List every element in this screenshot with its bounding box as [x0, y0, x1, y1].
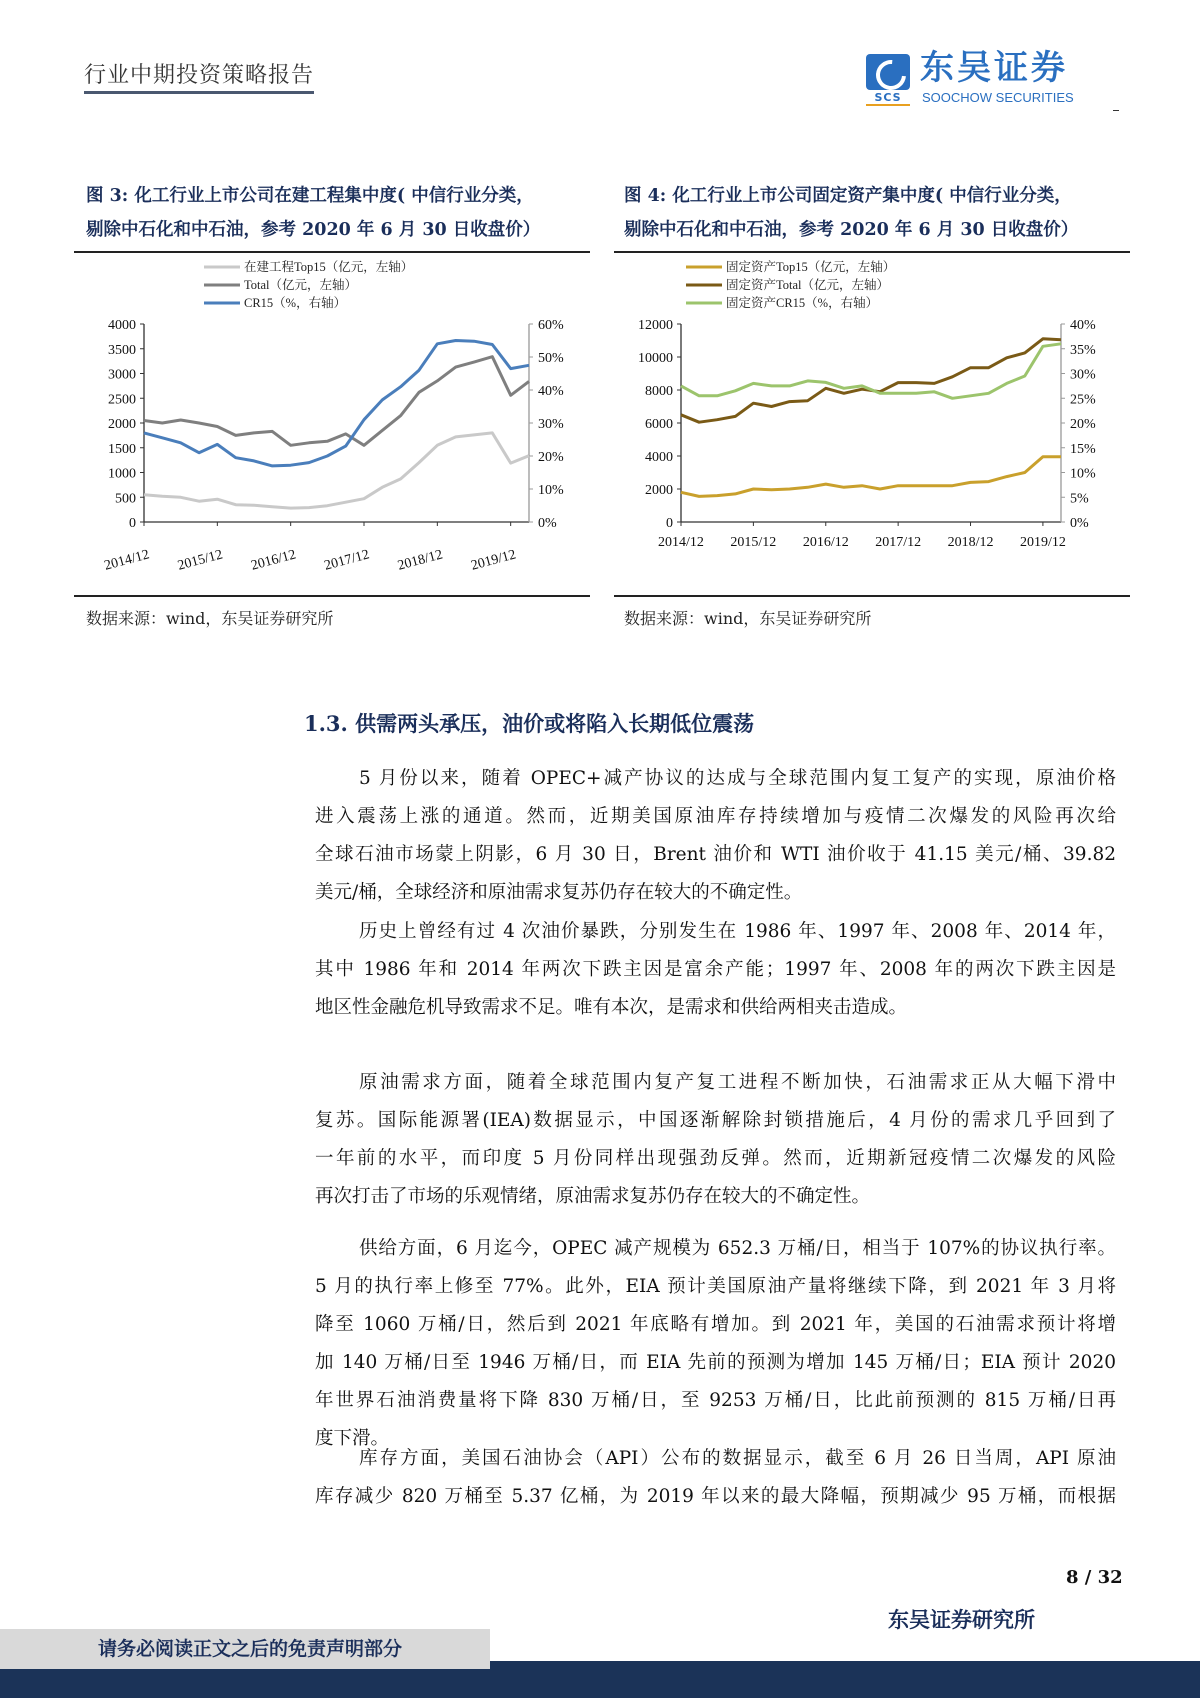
- figure-4-top-rule: [614, 251, 1130, 253]
- series-line-3: [144, 341, 529, 466]
- left-tick-label: 10000: [638, 351, 673, 366]
- page-number: 8 / 32: [1066, 1567, 1123, 1588]
- paragraph: [315, 760, 1116, 912]
- right-tick-label: 30%: [1070, 367, 1096, 383]
- left-tick-label: 6000: [645, 417, 673, 432]
- paragraph-line: 年世界石油消费量将下降 830 万桶/日，至 9253 万桶/日，比此前预测的 815 万桶/日再: [315, 1390, 1116, 1411]
- paragraph-line: 原油需求方面，随着全球范围内复产复工进程不断加快，石油需求正从大幅下滑中: [359, 1072, 1116, 1093]
- paragraph-line: 历史上曾经有过 4 次油价暴跌，分别发生在 1986 年、1997 年、2008 年、2014 年，: [359, 921, 1116, 942]
- paragraph-line: 进入震荡上涨的通道。然而，近期美国原油库存持续增加与疫情二次爆发的风险再次给: [315, 806, 1116, 827]
- figure-4-bottom-rule: [614, 595, 1130, 597]
- paragraph-line: 库存减少 820 万桶至 5.37 亿桶，为 2019 年以来的最大降幅，预期减少 95 万桶，而根据: [315, 1486, 1116, 1507]
- institute-name: 东吴证券研究所: [888, 1607, 1035, 1632]
- paragraph-line: 全球石油市场蒙上阴影，6 月 30 日，Brent 油价和 WTI 油价收于 41.15 美元/桶、39.82: [315, 844, 1116, 865]
- right-tick-label: 10%: [538, 483, 564, 498]
- disclaimer-text: 请务必阅读正文之后的免责声明部分: [98, 1638, 403, 1660]
- legend-label: Total（亿元，左轴）: [244, 278, 358, 292]
- series-line-1: [144, 433, 529, 508]
- legend-label: 固定资产Total（亿元，左轴）: [726, 278, 890, 292]
- paragraph-line: 一年前的水平，而印度 5 月份同样出现强劲反弹。然而，近期新冠疫情二次爆发的风险: [315, 1148, 1116, 1169]
- section-heading: 1.3. 供需两头承压，油价或将陷入长期低位震荡: [304, 711, 755, 736]
- left-tick-label: 500: [115, 491, 136, 507]
- paragraph-line: 5 月的执行率上修至 77%。此外，EIA 预计美国原油产量将继续下降，到 2021 年 3 月将: [315, 1276, 1116, 1297]
- x-tick-label: 2019/12: [469, 547, 518, 574]
- paragraph: [315, 1440, 1116, 1516]
- right-tick-label: 20%: [1070, 417, 1096, 432]
- right-tick-label: 35%: [1070, 342, 1096, 358]
- right-tick-label: 10%: [1070, 466, 1096, 482]
- figure-3-title: [86, 179, 540, 247]
- paragraph: [315, 1230, 1116, 1458]
- report-type-title: 行业中期投资策略报告: [84, 58, 314, 94]
- figure-4-title-line1: 图 4: 化工行业上市公司固定资产集中度( 中信行业分类，: [624, 186, 1072, 206]
- paragraph-line: 再次打击了市场的乐观情绪，原油需求复苏仍存在较大的不确定性。: [315, 1186, 871, 1207]
- left-tick-label: 1000: [108, 466, 136, 482]
- x-tick-label: 2018/12: [947, 535, 994, 550]
- company-logo: [866, 48, 1106, 108]
- right-tick-label: 25%: [1070, 392, 1096, 408]
- figure-4-source: 数据来源：wind，东吴证券研究所: [624, 609, 872, 628]
- legend-label: 固定资产Top15（亿元，左轴）: [726, 260, 896, 274]
- figure-4-chart: [614, 258, 1130, 590]
- series-line-2: [681, 339, 1061, 422]
- figure-3-source: 数据来源：wind，东吴证券研究所: [86, 609, 334, 628]
- header-mark: [1113, 110, 1119, 111]
- paragraph-line: 地区性金融危机导致需求不足。唯有本次，是需求和供给两相夹击造成。: [315, 997, 908, 1018]
- series-line-2: [144, 357, 529, 446]
- paragraph-line: 度下滑。: [315, 1428, 390, 1449]
- left-tick-label: 0: [129, 516, 136, 531]
- x-tick-label: 2014/12: [102, 547, 152, 574]
- right-tick-label: 30%: [538, 417, 564, 432]
- legend-label: 固定资产CR15（%，右轴）: [726, 296, 879, 310]
- paragraph: [315, 913, 1116, 1027]
- left-tick-label: 4000: [108, 318, 136, 333]
- figure-3-top-rule: [74, 251, 590, 253]
- x-tick-label: 2015/12: [176, 547, 225, 574]
- legend-label: CR15（%，右轴）: [244, 296, 347, 310]
- figure-4-title: [624, 179, 1078, 247]
- figure-3-chart: [74, 258, 590, 590]
- series-line-3: [681, 344, 1061, 399]
- paragraph-line: 降至 1060 万桶/日，然后到 2021 年底略有增加。到 2021 年，美国的石油需求预计将增: [315, 1314, 1116, 1335]
- right-tick-label: 60%: [538, 318, 564, 333]
- paragraph-line: 供给方面，6 月迄今，OPEC 减产规模为 652.3 万桶/日，相当于 107%的协议执行率。: [359, 1238, 1116, 1259]
- figure-3-title-line1: 图 3: 化工行业上市公司在建工程集中度( 中信行业分类，: [86, 186, 534, 206]
- left-tick-label: 4000: [645, 450, 673, 465]
- figure-3-bottom-rule: [74, 595, 590, 597]
- paragraph-line: 其中 1986 年和 2014 年两次下跌主因是富余产能；1997 年、2008 年的两次下跌主因是: [315, 959, 1116, 980]
- logo-name-en: SOOCHOW SECURITIES: [922, 90, 1074, 105]
- left-tick-label: 0: [666, 516, 673, 531]
- figure-4-title-line2: 剔除中石化和中石油，参考 2020 年 6 月 30 日收盘价）: [624, 220, 1079, 240]
- x-tick-label: 2014/12: [658, 535, 704, 550]
- paragraph-line: 库存方面，美国石油协会（API）公布的数据显示，截至 6 月 26 日当周，API 原油: [359, 1448, 1116, 1469]
- x-tick-label: 2017/12: [322, 547, 372, 574]
- left-tick-label: 3000: [108, 367, 136, 383]
- right-tick-label: 20%: [538, 450, 564, 465]
- logo-abbr: SCS: [866, 92, 910, 106]
- paragraph: [315, 1064, 1116, 1216]
- logo-name-cn: 东吴证券: [920, 48, 1068, 88]
- left-tick-label: 2500: [108, 392, 136, 408]
- x-tick-label: 2015/12: [730, 535, 777, 550]
- logo-mark-icon: [866, 54, 910, 90]
- x-tick-label: 2018/12: [396, 547, 445, 574]
- paragraph-line: 美元/桶，全球经济和原油需求复苏仍存在较大的不确定性。: [315, 882, 803, 903]
- x-tick-label: 2016/12: [802, 535, 849, 550]
- right-tick-label: 40%: [538, 384, 564, 399]
- right-tick-label: 15%: [1070, 441, 1096, 457]
- right-tick-label: 0%: [538, 516, 557, 531]
- paragraph-line: 5 月份以来，随着 OPEC+减产协议的达成与全球范围内复工复产的实现，原油价格: [359, 768, 1116, 789]
- left-tick-label: 3500: [108, 342, 136, 358]
- right-tick-label: 50%: [538, 351, 564, 366]
- figure-3-title-line2: 剔除中石化和中石油，参考 2020 年 6 月 30 日收盘价）: [86, 220, 541, 240]
- x-tick-label: 2017/12: [875, 535, 922, 550]
- x-tick-label: 2016/12: [249, 547, 298, 574]
- paragraph-line: 复苏。国际能源署(IEA)数据显示，中国逐渐解除封锁措施后，4 月份的需求几乎回到了: [315, 1110, 1116, 1131]
- right-tick-label: 40%: [1070, 318, 1096, 333]
- left-tick-label: 2000: [108, 417, 136, 432]
- right-tick-label: 5%: [1070, 491, 1089, 507]
- paragraph-line: 加 140 万桶/日至 1946 万桶/日，而 EIA 先前的预测为增加 145 万桶/日；EIA 预计 2020: [315, 1352, 1116, 1373]
- legend-label: 在建工程Top15（亿元，左轴）: [244, 260, 414, 274]
- left-tick-label: 1500: [108, 441, 136, 457]
- left-tick-label: 12000: [638, 318, 673, 333]
- left-tick-label: 2000: [645, 483, 673, 498]
- left-tick-label: 8000: [645, 384, 673, 399]
- x-tick-label: 2019/12: [1019, 535, 1066, 550]
- series-line-1: [681, 457, 1061, 497]
- right-tick-label: 0%: [1070, 516, 1089, 531]
